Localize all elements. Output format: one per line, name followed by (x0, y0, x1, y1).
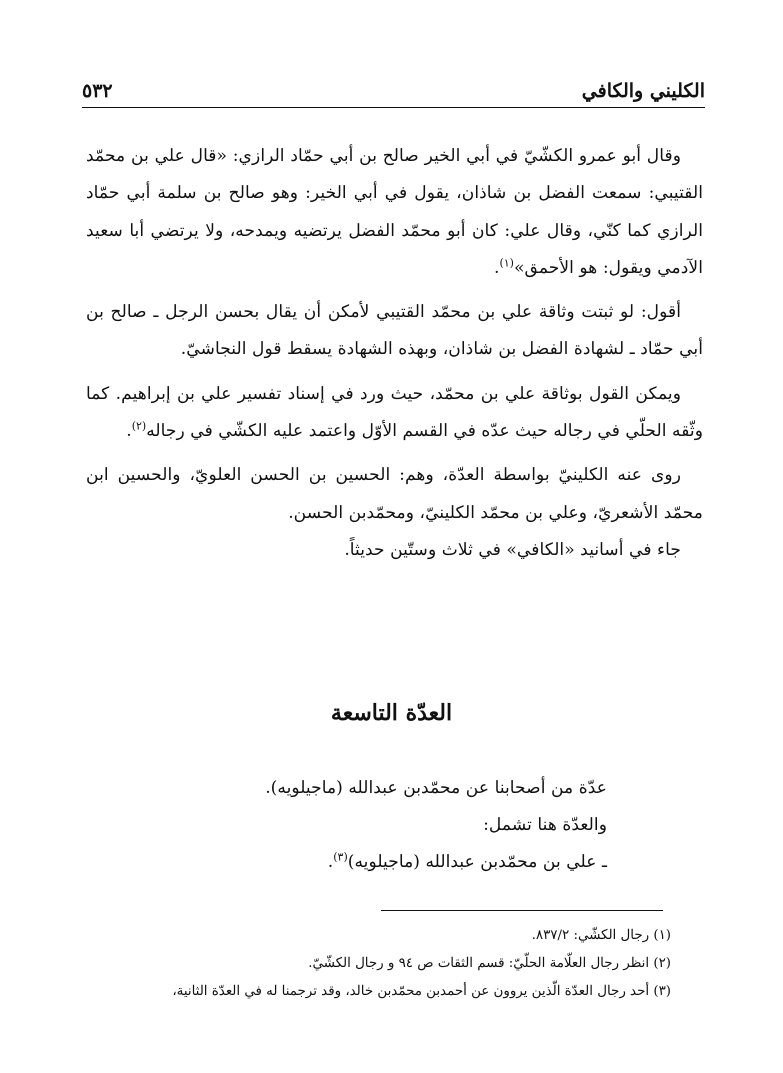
footnote-rule (381, 910, 663, 911)
page-number: ٥٣٢ (82, 80, 113, 102)
footnote-3: (٣) أحد رجال العدّة الّذين يروون عن أحمدبن محمّدبن خالد، وقد ترجمنا له في العدّة الثانية، (172, 984, 671, 999)
paragraph-1 (86, 138, 703, 287)
paragraph-5: جاء في أسانيد «الكافي» في ثلاث وستّين حديثاً. (344, 539, 681, 560)
footnote-1: (١) رجال الكشّي: ٨٣٧/٢. (531, 928, 671, 943)
paragraph-3-end: . (126, 421, 132, 442)
paragraph-2: أقول: لو ثبتت وثاقة علي بن محمّد القتيبي لأمكن أن يقال بحسن الرجل ـ صالح بن أبي حمّاد ـ لشهادة الفضل بن شاذان، وبهذه الشهادة يسقط قول النجاشيّ. (86, 302, 703, 360)
header-rule (82, 107, 705, 108)
section-line-1: عدّة من أصحابنا عن محمّدبن عبدالله (ماجيلويه). (265, 778, 607, 798)
section-body (86, 770, 607, 881)
paragraph-3-text: ويمكن القول بوثاقة علي بن محمّد، حيث ورد في إسناد تفسير علي بن إبراهيم. كما وثّقه الحلّي في رجاله حيث عدّه في القسم الأوّل واعتمد عليه الكشّي في رجاله (86, 383, 703, 442)
running-title: الكليني والكافي (581, 80, 705, 102)
footnotes (70, 922, 671, 1006)
paragraph-3 (86, 376, 703, 451)
footnote-ref-1: (١) (499, 256, 514, 270)
paragraph-4: روى عنه الكلينيّ بواسطة العدّة، وهم: الحسين بن الحسن العلويّ، والحسين ابن محمّد الأشعريّ، وعلي بن محمّد الكلينيّ، ومحمّدبن الحسن. (86, 465, 703, 523)
paragraph-1-text: وقال أبو عمرو الكشّيّ في أبي الخير صالح بن أبي حمّاد الرازي: «قال علي بن محمّد القتيبي: سمعت الفضل بن شاذان، يقول في أبي الخير: وهو صالح بن سلمة أبي حمّاد الرازي كما كنّي، وقال علي: كان أبو محمّد الفضل يرتضيه ويمدحه، ولا يرتضي أبا سعيد الآدمي ويقول: هو الأحمق» (86, 146, 703, 278)
section-line-3 (86, 844, 607, 881)
paragraph-1-end: . (493, 257, 500, 278)
footnote-2: (٢) انظر رجال العلّامة الحلّيّ: قسم الثقات ص ٩٤ و رجال الكشّيّ. (308, 956, 671, 971)
section-line-3-text: ـ علي بن محمّدبن عبدالله (ماجيلويه) (347, 852, 607, 872)
section-line-2: والعدّة هنا تشمل: (483, 815, 607, 835)
section-line-3-end: . (327, 852, 334, 872)
section-heading: العدّة التاسعة (330, 700, 453, 726)
footnote-ref-2: (٢) (131, 419, 147, 433)
main-text (86, 138, 703, 569)
footnote-ref-3: (٣) (333, 850, 348, 864)
page-header (82, 72, 705, 102)
